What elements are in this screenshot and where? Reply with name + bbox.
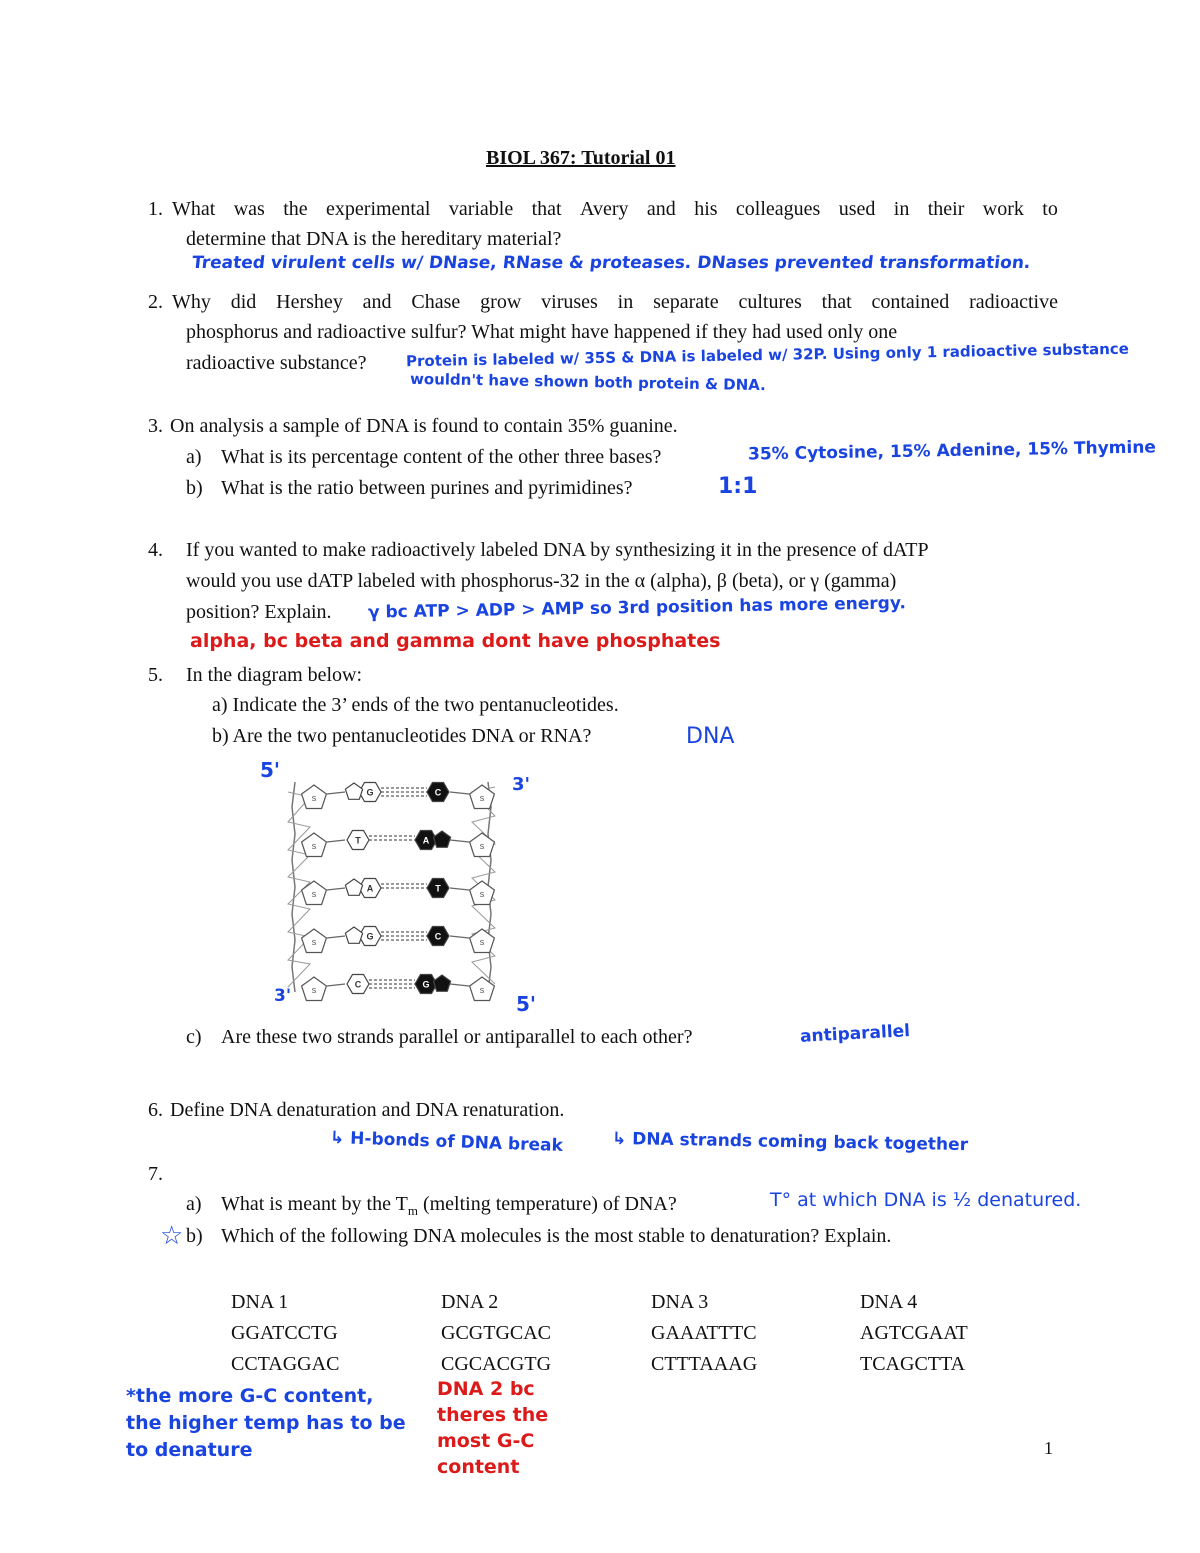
dna-table-col-3 [651, 1287, 757, 1380]
hydrogen-bonds [381, 884, 427, 888]
dna-table-col-4 [860, 1287, 968, 1380]
left-glycosidic-bond [327, 792, 345, 794]
base-pair-row [302, 975, 495, 1001]
left-sugar-label: S [311, 988, 317, 995]
imidazole-ring [345, 927, 362, 943]
dna-strand-1: AGTCGAAT [860, 1322, 968, 1344]
dna-diagram [250, 752, 560, 1022]
hydrogen-bonds [381, 932, 427, 940]
page-title: BIOL 367: Tutorial 01 [486, 147, 676, 169]
q3a-answer: 35% Cytosine, 15% Adenine, 15% Thymine [747, 437, 1157, 465]
q4-answer-red: alpha, bc beta and gamma dont have phosphates [190, 630, 721, 652]
base-T [347, 831, 369, 850]
q7a-answer: T° at which DNA is ½ denatured. [770, 1189, 1082, 1211]
diagram-label-left-bottom: 3' [274, 986, 292, 1006]
base-letter: T [435, 883, 441, 894]
base-pair-row [302, 927, 495, 953]
q3a-label: a) [186, 446, 202, 468]
q6-answer-renaturation: ↳ DNA strands coming back together [611, 1128, 969, 1156]
imidazole-ring [345, 879, 362, 895]
q3b-text: What is the ratio between purines and pyrimidines? [221, 477, 633, 499]
base-letter: A [366, 883, 374, 894]
q6-number: 6. [148, 1099, 163, 1121]
q4-line3: position? Explain. [186, 601, 332, 623]
diagram-label-right-bottom: 5' [516, 992, 537, 1016]
q3b-label: b) [186, 477, 203, 499]
right-sugar-label: S [479, 796, 485, 803]
base-G [345, 783, 381, 802]
right-sugar-label: S [479, 940, 485, 947]
q1-number: 1. [148, 198, 163, 220]
q2-line1: Why did Hershey and Chase grow viruses in separate cultures that contained radioactive [172, 291, 1058, 313]
left-glycosidic-bond [327, 888, 345, 890]
q1-answer: Treated virulent cells w/ DNase, RNase & proteases. DNases prevented transformation. [190, 253, 1032, 273]
q6-stem: Define DNA denaturation and DNA renaturation. [170, 1099, 565, 1121]
q6-answer-denaturation: ↳ H-bonds of DNA break [329, 1127, 564, 1157]
q1-line1: What was the experimental variable that Avery and his colleagues used in their work to [172, 198, 1058, 220]
hydrogen-bonds [381, 788, 427, 796]
imidazole-ring [345, 783, 362, 799]
q4-answer-blue: γ bc ATP > ADP > AMP so 3rd position has more energy. [367, 593, 907, 623]
q2-number: 2. [148, 291, 163, 313]
dna-strand-2: CGCACGTG [441, 1353, 552, 1375]
page-number: 1 [1044, 1438, 1053, 1458]
q2-line2: phosphorus and radioactive sulfur? What might have happened if they had used only one [186, 321, 898, 343]
base-C [347, 975, 369, 994]
q7b-label: b) [186, 1225, 203, 1247]
dna-name: DNA 1 [231, 1291, 289, 1313]
base-letter: G [366, 787, 374, 798]
q7b-text: Which of the following DNA molecules is the most stable to denaturation? Explain. [221, 1225, 892, 1247]
q5-number: 5. [148, 664, 163, 686]
dna-strand-2: CTTTAAAG [651, 1353, 758, 1375]
gc-content-note: *the more G-C content, the higher temp has to be to denature [126, 1385, 406, 1461]
left-glycosidic-bond [327, 936, 345, 938]
q5b-text: b) Are the two pentanucleotides DNA or RNA? [212, 725, 592, 747]
q3-number: 3. [148, 415, 163, 437]
diagram-label-right-top: 3' [512, 774, 531, 795]
dna-name: DNA 4 [860, 1291, 918, 1313]
q5b-answer: DNA [686, 724, 735, 749]
left-sugar-label: S [311, 940, 317, 947]
base-letter: C [354, 979, 362, 990]
q2-line3: radioactive substance? [186, 352, 367, 374]
q1-line2: determine that DNA is the hereditary material? [186, 228, 562, 250]
left-sugar-label: S [311, 796, 317, 803]
dna-strand-2: TCAGCTTA [860, 1353, 966, 1375]
dna-name: DNA 3 [651, 1291, 709, 1313]
hydrogen-bonds [369, 980, 415, 988]
q7a-text: What is meant by the $T_m$ (melting temperature) of DNA? [221, 1193, 677, 1218]
q4-line2: would you use dATP labeled with phosphorus-32 in the α (alpha), β (beta), or γ (gamma) [186, 570, 897, 592]
base-T [427, 879, 449, 898]
hydrogen-bonds [369, 836, 415, 840]
base-letter: C [434, 787, 442, 798]
right-sugar-label: S [479, 988, 485, 995]
base-letter: T [355, 835, 361, 846]
right-glycosidic-bond [450, 888, 469, 890]
right-sugar-label: S [479, 844, 485, 851]
left-glycosidic-bond [327, 984, 345, 986]
base-G [345, 927, 381, 946]
dna-strand-1: GAAATTTC [651, 1322, 757, 1344]
base-A [345, 879, 381, 898]
dna-strand-2: CCTAGGAC [231, 1353, 340, 1375]
q3b-answer: 1:1 [718, 474, 758, 499]
q5c-label: c) [186, 1026, 202, 1048]
q3-stem: On analysis a sample of DNA is found to contain 35% guanine. [170, 415, 678, 437]
q2-answer-line2: wouldn't have shown both protein & DNA. [409, 369, 767, 395]
q7-number: 7. [148, 1163, 163, 1185]
imidazole-ring [433, 975, 450, 991]
right-glycosidic-bond [450, 936, 469, 938]
diagram-label-left-top: 5' [260, 758, 281, 782]
dna-strand-1: GCGTGCAC [441, 1322, 552, 1344]
q4-line1: If you wanted to make radioactively labeled DNA by synthesizing it in the presence of dATP [186, 539, 929, 561]
q7a-label: a) [186, 1193, 202, 1215]
right-glycosidic-bond [450, 792, 469, 794]
q4-number: 4. [148, 539, 163, 561]
dna-table-col-1 [231, 1287, 339, 1380]
base-pair-row [302, 783, 495, 809]
left-glycosidic-bond [327, 840, 345, 842]
base-G [415, 975, 451, 994]
base-C [427, 783, 449, 802]
q7b-answer: DNA 2 bc theres the most G-C content [437, 1378, 549, 1478]
left-sugar-label: S [311, 844, 317, 851]
star-icon: ☆ [160, 1221, 184, 1251]
q5-stem: In the diagram below: [186, 664, 363, 686]
q5c-answer: antiparallel [799, 1021, 911, 1047]
left-sugar-label: S [311, 892, 317, 899]
q2-answer-line1: Protein is labeled w/ 35S & DNA is labeled w/ 32P. Using only 1 radioactive substance [405, 339, 1130, 371]
base-pair-row [302, 879, 495, 905]
base-letter: G [422, 979, 430, 990]
base-letter: A [422, 835, 430, 846]
q5c-text: Are these two strands parallel or antiparallel to each other? [221, 1026, 693, 1048]
right-glycosidic-bond [450, 840, 469, 842]
imidazole-ring [433, 831, 450, 847]
dna-table-col-2 [441, 1287, 551, 1380]
base-pairs [302, 783, 495, 1001]
q5a-text: a) Indicate the 3’ ends of the two pentanucleotides. [212, 694, 619, 716]
base-letter: C [434, 931, 442, 942]
right-glycosidic-bond [450, 984, 469, 986]
dna-name: DNA 2 [441, 1291, 499, 1313]
base-A [415, 831, 451, 850]
base-C [427, 927, 449, 946]
q3a-text: What is its percentage content of the other three bases? [221, 446, 662, 468]
dna-strand-1: GGATCCTG [231, 1322, 338, 1344]
right-sugar-label: S [479, 892, 485, 899]
base-pair-row [302, 831, 495, 857]
base-letter: G [366, 931, 374, 942]
